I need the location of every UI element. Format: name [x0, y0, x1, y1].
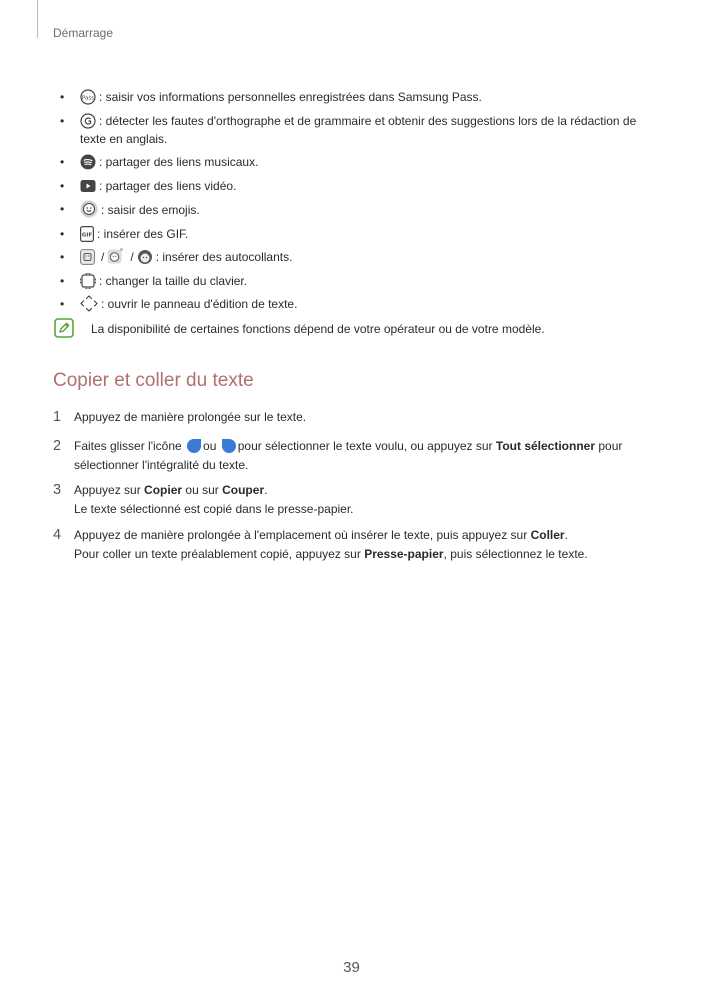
note-icon [54, 318, 74, 344]
list-item: • : partager des liens vidéo. [60, 178, 237, 193]
step-list [53, 408, 653, 564]
list-item: • Pass : saisir vos informations personnelles enregistrées dans Samsung Pass. [60, 90, 482, 104]
header-divider [37, 0, 38, 38]
list-item: • : détecter les fautes d'orthographe et de grammaire et obtenir des suggestions lors de la rédaction de texte en anglais. [60, 113, 637, 146]
ar-emoji-icon [137, 248, 153, 265]
step-item: 4 Appuyez de manière prolongée à l'emplacement où insérer le texte, puis appuyez sur Coller. Pour coller un texte préalablement copié, appuyez sur Presse-papier, puis sélectionnez le texte. [53, 527, 588, 561]
step-item: 1 Appuyez de manière prolongée sur le texte. [53, 409, 307, 425]
list-item: • : changer la taille du clavier. [60, 273, 248, 288]
list-item: • : partager des liens musicaux. [60, 155, 259, 169]
emoji-icon [80, 200, 98, 218]
text-edit-icon [80, 295, 98, 312]
gif-icon [80, 226, 94, 242]
bitmoji-icon [107, 248, 124, 265]
section-title: Copier et coller du texte [53, 370, 254, 391]
step-item: 2 Faites glisser l'icône ou pour sélectionner le texte voulu, ou appuyez sur Tout sélectionner pour sélectionner l'intégralité du texte. [53, 438, 623, 472]
list-item: • / / : insérer des autocollants. [60, 250, 293, 264]
bullet-list [58, 88, 658, 319]
list-item: • : saisir des emojis. [60, 202, 200, 217]
selection-handle-right-icon [222, 439, 236, 453]
list-item: • : ouvrir le panneau d'édition de texte. [60, 297, 298, 311]
keyboard-size-icon [80, 273, 96, 289]
svg-text:GIF: GIF [81, 232, 93, 238]
step-item: 3 Appuyez sur Copier ou sur Couper. Le texte sélectionné est copié dans le presse-papier. [53, 482, 354, 516]
sticker-icon [80, 249, 95, 265]
svg-text:Pass: Pass [81, 95, 95, 102]
page-number: 39 [343, 959, 360, 976]
selection-handle-left-icon [187, 439, 201, 453]
video-icon [80, 178, 96, 194]
list-item: • GIF : insérer des GIF. [60, 226, 189, 241]
note-text: La disponibilité de certaines fonctions dépend de votre opérateur ou de votre modèle. [91, 322, 545, 336]
header-section: Démarrage [53, 26, 114, 40]
samsung-pass-icon [80, 89, 96, 105]
spotify-icon [80, 154, 96, 170]
grammarly-icon [80, 113, 96, 129]
